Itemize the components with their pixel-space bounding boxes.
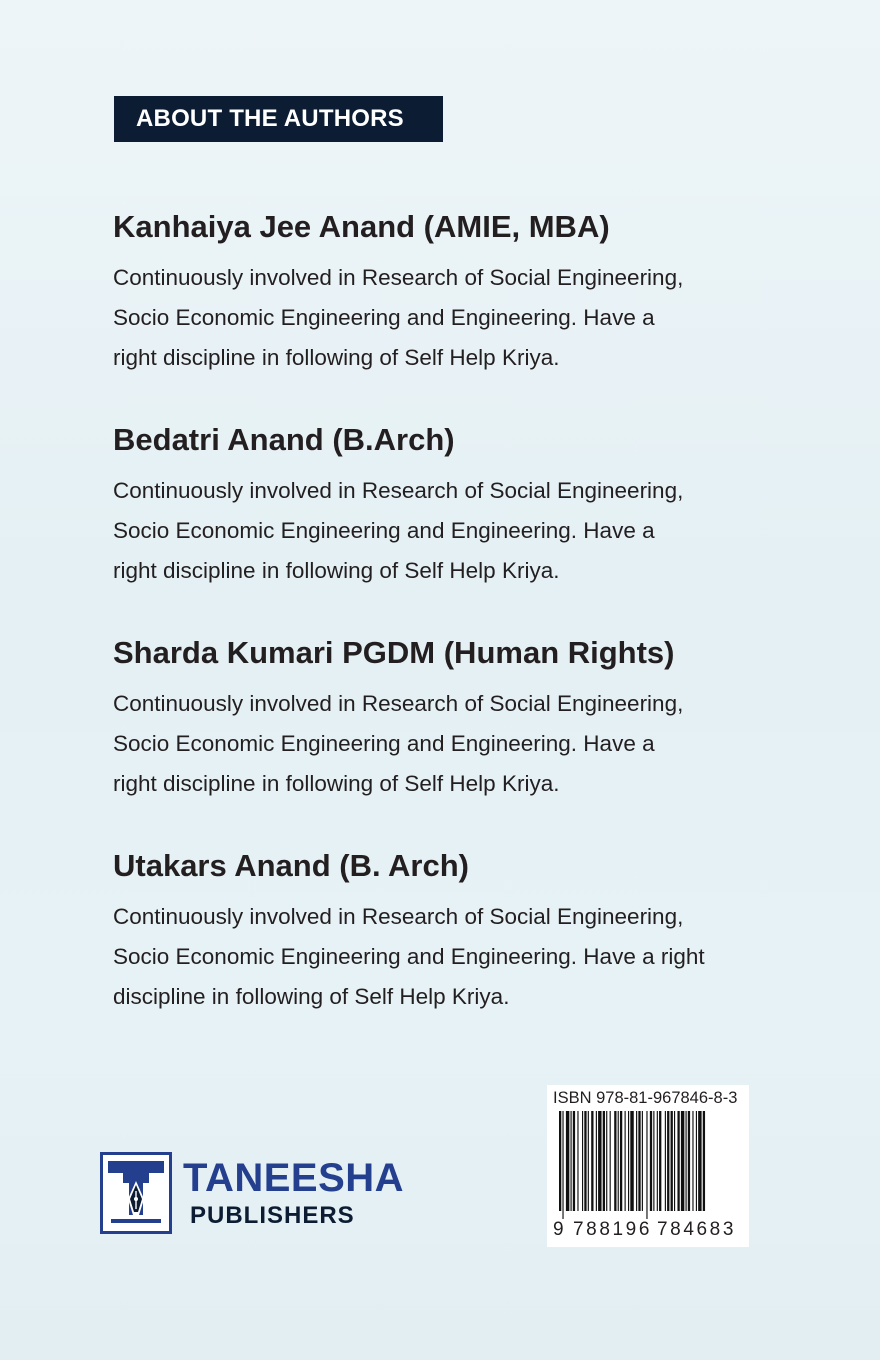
pen-nib-icon <box>100 1152 172 1234</box>
barcode-bar <box>653 1111 654 1211</box>
author-bio: Continuously involved in Research of Social Engineering, Socio Economic Engineering and Engineering. Have a right discipline in following of Self Help Kriya. <box>113 904 705 1009</box>
barcode-bar <box>674 1111 675 1211</box>
barcode-bar <box>566 1111 569 1211</box>
author-name: Utakars Anand (B. Arch) <box>113 848 469 883</box>
author-name: Bedatri Anand (B.Arch) <box>113 422 455 457</box>
barcode-bar <box>646 1111 647 1219</box>
barcode-bar <box>582 1111 583 1211</box>
author-entry <box>113 843 793 1017</box>
barcode-bar <box>618 1111 619 1211</box>
author-bio: Continuously involved in Research of Social Engineering, Socio Economic Engineering and Engineering. Have a right discipline in following of Self Help Kriya. <box>113 265 684 370</box>
barcode-bar <box>596 1111 597 1211</box>
barcode-bar <box>638 1111 640 1211</box>
barcode-bar <box>698 1111 701 1211</box>
barcode-bar <box>688 1111 690 1211</box>
publisher-subtitle: PUBLISHERS <box>190 1202 355 1229</box>
barcode-bar <box>686 1111 687 1211</box>
barcode-bar <box>584 1111 586 1211</box>
barcode-bar <box>650 1111 652 1211</box>
barcode-bar <box>573 1111 575 1211</box>
barcode-bar <box>591 1111 593 1211</box>
publisher-logo <box>100 1152 405 1234</box>
isbn-barcode: ISBN 978-81-967846-8-3 9 788196 784683 <box>547 1085 749 1247</box>
barcode-bar <box>620 1111 622 1211</box>
barcode-bar <box>696 1111 697 1211</box>
barcode-bar <box>562 1111 563 1219</box>
barcode-bar <box>606 1111 607 1211</box>
barcode-bar <box>588 1111 589 1211</box>
author-entry <box>113 204 793 378</box>
barcode-bar <box>628 1111 629 1211</box>
barcode-bar <box>614 1111 616 1211</box>
author-entry <box>113 417 793 591</box>
author-name: Sharda Kumari PGDM (Human Rights) <box>113 635 675 670</box>
isbn-label: ISBN 978-81-967846-8-3 <box>553 1089 738 1107</box>
author-bio: Continuously involved in Research of Social Engineering, Socio Economic Engineering and Engineering. Have a right discipline in following of Self Help Kriya. <box>113 478 684 583</box>
author-name: Kanhaiya Jee Anand (AMIE, MBA) <box>113 209 610 244</box>
barcode-bar <box>667 1111 669 1211</box>
barcode-bar <box>630 1111 633 1211</box>
author-bio: Continuously involved in Research of Social Engineering, Socio Economic Engineering and Engineering. Have a right discipline in following of Self Help Kriya. <box>113 691 684 796</box>
barcode-bar <box>692 1111 693 1211</box>
barcode-bar <box>577 1111 578 1211</box>
barcode-bar <box>603 1111 605 1211</box>
barcode-bar <box>671 1111 673 1211</box>
author-entry <box>113 630 793 804</box>
barcode-bar <box>665 1111 666 1211</box>
authors-list <box>113 204 793 1056</box>
barcode-bar <box>659 1111 661 1211</box>
barcode-bar <box>642 1111 643 1211</box>
barcode-bar <box>625 1111 626 1211</box>
publisher-name: TANEESHA <box>183 1156 405 1200</box>
barcode-bar <box>559 1111 561 1211</box>
barcode-bar <box>636 1111 637 1211</box>
barcode-bar <box>677 1111 679 1211</box>
barcode-bar <box>681 1111 684 1211</box>
barcode-bar <box>657 1111 658 1211</box>
barcode-bar <box>571 1111 572 1211</box>
barcode-bar <box>598 1111 601 1211</box>
section-heading: ABOUT THE AUTHORS <box>114 96 443 142</box>
barcode-bar <box>610 1111 611 1211</box>
barcode-bars <box>547 1111 749 1221</box>
barcode-bar <box>703 1111 705 1211</box>
